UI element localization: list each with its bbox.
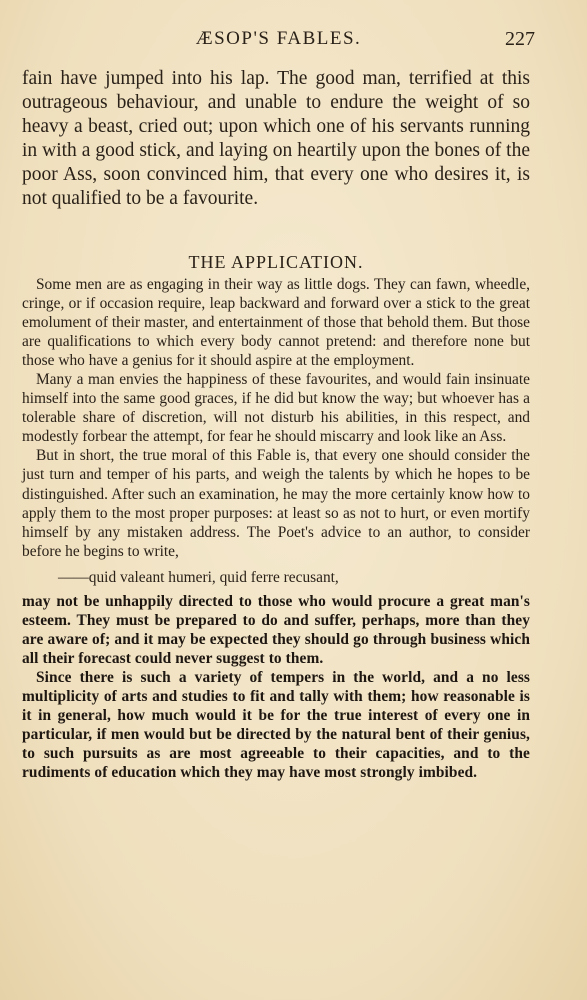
application-paragraph-3: But in short, the true moral of this Fable is, that every one should consider the just turn and temper of his parts, and weigh the talents by which he hopes to be distinguished. After such an examination, he may the more certainly know how to apply them to the most proper purposes: at least so as not to hurt, or even mortify himself by any mistaken address. The Poet's advice to an author, to consider before he begins to write,	[22, 447, 530, 560]
continuation-paragraph: may not be unhappily directed to those who would procure a great man's esteem. They must be prepared to do and suffer, perhaps, more than they are aware of; and it may be expected they should go through business which all their forecast could never suggest to them.	[22, 592, 530, 667]
page-number: 227	[505, 28, 535, 50]
application-paragraph-2: Many a man envies the happiness of these favourites, and would fain insinuate himself into the same good graces, if he did but know the way; but whoever has a tolerable share of discretion, will not disturb his abilities, in this respect, and modestly forbear the attempt, for fear he should miscarry and look like an Ass.	[22, 371, 530, 446]
bold-section	[22, 592, 530, 782]
application-text	[22, 275, 530, 782]
running-head: ÆSOP'S FABLES.	[195, 28, 362, 49]
application-heading: THE APPLICATION.	[188, 252, 364, 272]
application-paragraph-1: Some men are as engaging in their way as little dogs. They can fawn, wheedle, cringe, or if occasion require, leap backward and forward over a stick to the great emolument of their master, and entertainment of those that behold them. But those are qualifications to which every body cannot pretend: and therefore none but those who have a genius for it should aspire at the employment.	[22, 276, 530, 370]
page-header	[22, 28, 535, 52]
fable-ending-paragraph: fain have jumped into his lap. The good man, terrified at this outrageous behaviour, and unable to endure the weight of so heavy a beast, cried out; upon which one of his servants running in with a good stick, and laying on heartily upon the bones of the poor Ass, soon convinced him, that every one who desires it, is not qualified to be a favourite.	[22, 68, 530, 210]
final-paragraph: Since there is such a variety of tempers in the world, and a no less multiplicity of arts and studies to fit and tally with them; how reasonable is it in general, how much would it be for the true interest of every one in particular, if men would but be directed by the natural bent of their genius, to such pursuits as are most agreeable to their capacities, and to the rudiments of education which they may have most strongly imbibed.	[22, 668, 530, 782]
latin-verse-quote: ——quid valeant humeri, quid ferre recusant,	[58, 568, 339, 586]
fable-ending	[22, 67, 530, 212]
